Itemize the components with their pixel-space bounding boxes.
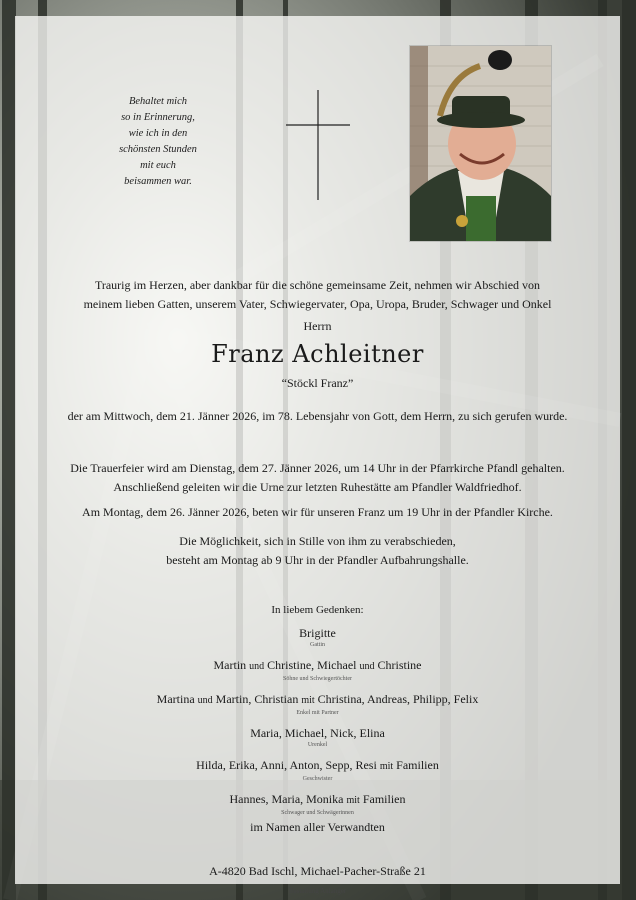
mourner-name-text: Christine, Michael	[264, 658, 360, 672]
connector-word: mit	[301, 695, 315, 706]
prayer-info: Am Montag, dem 26. Jänner 2026, beten wir für unseren Franz um 19 Uhr in der Pfandler Kirche.	[82, 505, 553, 519]
intro-text: Traurig im Herzen, aber dankbar für die schöne gemeinsame Zeit, nehmen wir Abschied von meinem lieben Gatten, unserem Vater, Schwiegervater, Opa, Uropa, Bruder, Schwager und Onkel	[83, 278, 552, 311]
mourner-name-text: Hilda, Erika, Anni, Anton, Sepp, Resi	[196, 758, 380, 772]
mourner-name-text: Christina, Andreas, Philipp, Felix	[314, 692, 479, 706]
connector-word: mit	[346, 795, 360, 806]
mourner-names	[15, 625, 620, 641]
mourners-list	[15, 625, 620, 825]
connector-word: mit	[379, 761, 394, 772]
farewell-info: Die Möglichkeit, sich in Stille von ihm zu verabschieden, besteht am Montag ab 9 Uhr in der Pfandler Aufbahrungshalle.	[166, 534, 469, 567]
deceased-name: Franz Achleitner	[211, 340, 424, 368]
address: A-4820 Bad Ischl, Michael-Pacher-Straße 21	[209, 864, 426, 878]
mourner-relation: Geschwister	[302, 776, 333, 782]
portrait-photo	[410, 46, 551, 241]
mourner-group	[15, 691, 620, 718]
mourner-name-text: Martin	[213, 658, 250, 672]
funeral-home: Bestattung Anlanger	[288, 887, 347, 895]
mourner-name-text: Familien	[393, 758, 439, 772]
salutation: Herrn	[303, 319, 332, 333]
mourner-name-text: Martina	[156, 692, 198, 706]
mourner-group	[15, 725, 620, 750]
mourner-relation: Urenkel	[307, 742, 328, 748]
mourner-group	[15, 657, 620, 684]
death-notice: der am Mittwoch, dem 21. Jänner 2026, im 78. Lebensjahr von Gott, dem Herrn, zu sich gerufen wurde.	[67, 409, 568, 423]
mourner-names	[15, 691, 620, 709]
mourner-name-text: Maria, Michael, Nick, Elina	[250, 726, 385, 740]
mourner-name-text: Hannes, Maria, Monika	[229, 792, 347, 806]
connector-word: und	[249, 661, 265, 672]
mourner-names	[15, 657, 620, 675]
memorial-poem: Behaltet mich so in Erinnerung, wie ich in den schönsten Stunden mit euch beisammen war.	[119, 96, 197, 187]
relatives-line: im Namen aller Verwandten	[250, 820, 385, 834]
mourner-group	[15, 625, 620, 650]
connector-word: und	[197, 695, 213, 706]
mourner-name-text: Martin, Christian	[212, 692, 302, 706]
ceremony-info: Die Trauerfeier wird am Dienstag, dem 27. Jänner 2026, um 14 Uhr in der Pfarrkirche Pfandl gehalten. Anschließend geleiten wir die Urne zur letzten Ruhestätte am Pfandler Waldfriedhof.	[70, 461, 565, 494]
mourner-relation: Söhne und Schwiegertöchter	[283, 676, 352, 682]
mourner-names	[15, 791, 620, 809]
mourner-group	[15, 791, 620, 818]
mourner-relation: Schwager und Schwägerinnen	[281, 810, 354, 816]
mourner-relation: Enkel mit Partner	[296, 710, 339, 716]
mourner-relation: Gattin	[310, 642, 325, 648]
cross-icon	[286, 90, 350, 200]
nickname: “Stöckl Franz”	[281, 376, 354, 390]
mourner-names	[15, 725, 620, 741]
mourner-group	[15, 757, 620, 784]
in-memory-heading: In liebem Gedenken:	[271, 604, 364, 616]
mourner-name-text: Familien	[359, 792, 406, 806]
mourner-names	[15, 757, 620, 775]
connector-word: und	[359, 661, 375, 672]
mourner-name-text: Christine	[374, 658, 422, 672]
mourner-name-text: Brigitte	[299, 626, 336, 640]
